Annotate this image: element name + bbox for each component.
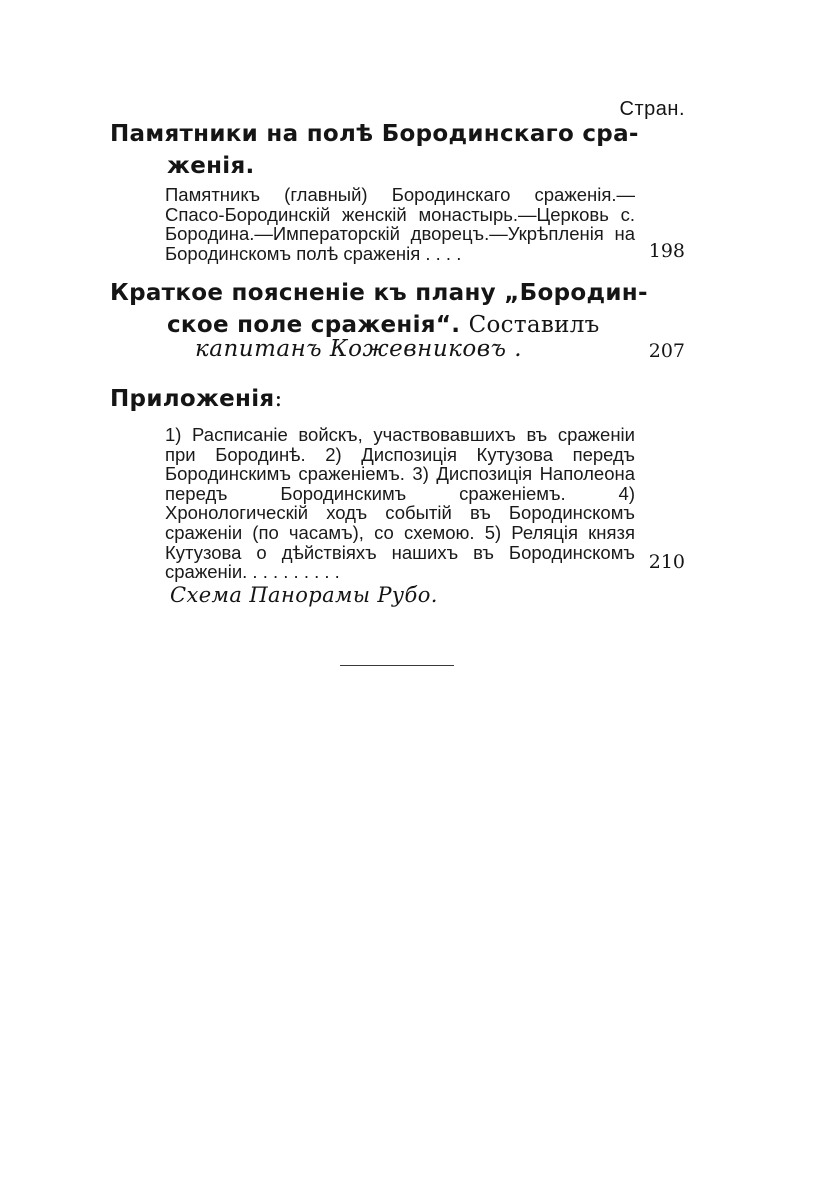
entry-3-heading-colon: : <box>274 386 283 412</box>
entry-1-heading <box>110 118 639 182</box>
entry-2-page-number: 207 <box>648 340 685 362</box>
entry-2-author: капитанъ Кожевниковъ . <box>195 336 523 362</box>
page-column-label: Стран. <box>619 98 685 120</box>
entry-3-description: 1) Расписаніе войскъ, участвовавшихъ въ сраженіи при Бородинѣ. 2) Диспозиція Кутузова передъ Бородинскимъ сраженіемъ. 3) Диспозиція Наполеона передъ Бородинскимъ сраженіемъ. 4) Хронологическій ходъ событій въ Бородинскомъ сраженіи (по часамъ), со схемою. 5) Реляція князя Кутузова о дѣйствіяхъ нашихъ въ Бородинскомъ сраженіи. . . . . . . . . . <box>165 424 635 583</box>
entry-1-description: Памятникъ (главный) Бородинскаго сраженія.—Спасо-Бородинскій женскій монастырь.—Церковь с. Бородина.—Императорскій дворецъ.—Укрѣпленія на Бородинскомъ полѣ сраженія . . . . <box>165 184 635 264</box>
entry-2-heading-line2: ское поле сраженія“. <box>167 312 461 338</box>
closing-rule <box>340 665 454 666</box>
entry-1-page-number: 198 <box>648 240 685 262</box>
entry-2-heading-tail: Составилъ <box>468 312 600 338</box>
entry-1-heading-line1: Памятники на полѣ Бородинскаго сра- <box>110 121 639 147</box>
entry-2-heading-line1: Краткое поясненіе къ плану „Бородин- <box>110 280 648 306</box>
entry-3-heading <box>110 383 283 415</box>
entry-2-heading <box>110 277 648 341</box>
entry-3-page-number: 210 <box>648 551 685 573</box>
entry-3-heading-text: Приложенія <box>110 386 275 412</box>
entry-1-heading-line2: женія. <box>167 153 255 179</box>
entry-3-scheme: Схема Панорамы Рубо. <box>170 583 438 607</box>
